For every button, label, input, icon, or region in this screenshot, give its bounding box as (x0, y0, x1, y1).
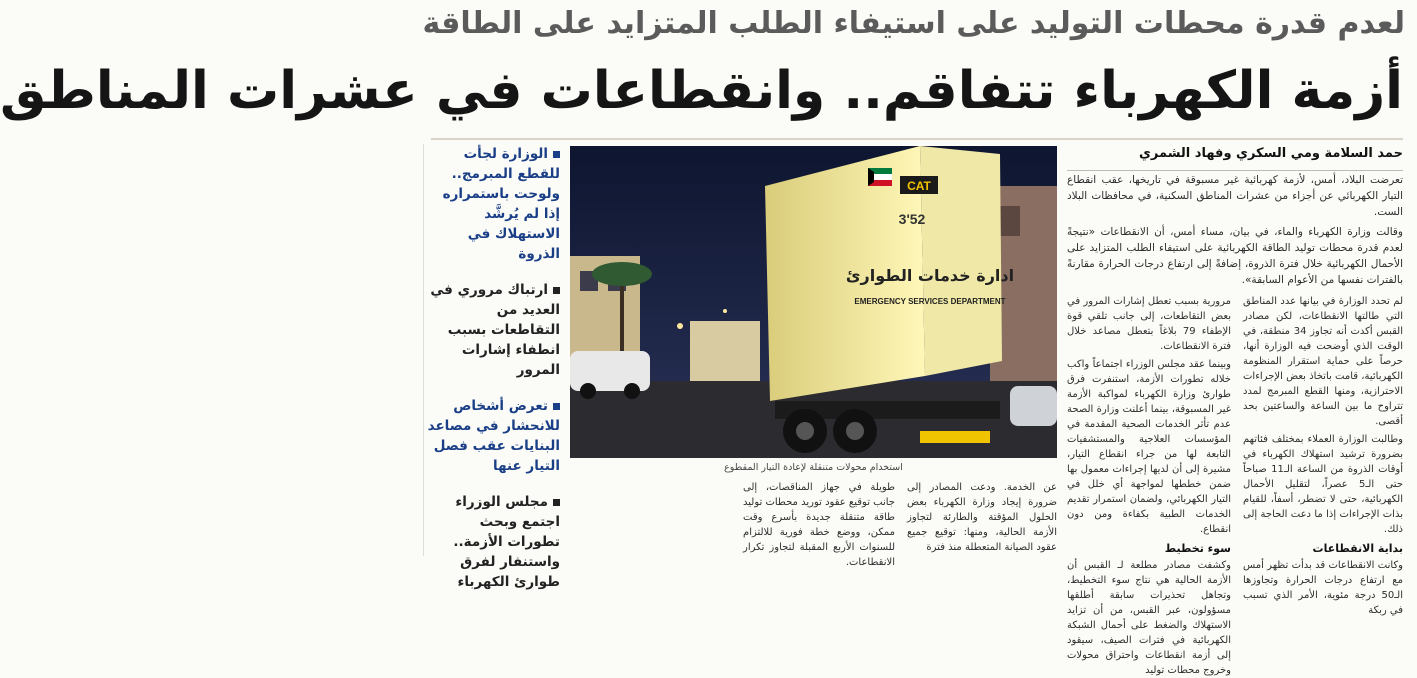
highlight-item (424, 396, 560, 476)
article-column-2 (1067, 294, 1231, 676)
article-paragraph: وكشفت مصادر مطلعة لـ القبس أن الأزمة الحالية هي نتاج سوء التخطيط، وتجاهل تحذيرات سابقة أطلقها مسؤولون، عبر القبس، من أن تزايد الاستهلاك والضغط على أحمال الشبكة الكهربائية في فترات الصيف، سيقود إلى أزمة انقطاعات واحتراق محولات وخروج محطات توليد (1067, 560, 1231, 676)
lead-text (1067, 172, 1403, 292)
headline-rule (431, 138, 1403, 140)
article-paragraph: وطالبت الوزارة العملاء بمختلف فئاتهم بضرورة ترشيد استهلاك الكهرباء في أوقات الذروة من الساعة الـ11 صباحاً حتى الـ5 عصراً، لتقليل الأحمال الكهربائية، حتى لا تضطر، أسفاً، للقيام بذات الإجراءات إذا ما دعت الحاجة إلى ذلك. (1243, 434, 1403, 535)
highlight-text: مجلس الوزراء اجتمع وبحث تطورات الأزمة.. واستنفار لفرق طوارئ الكهرباء (453, 494, 560, 590)
article-column-4 (743, 480, 895, 568)
article-paragraph: طويلة في جهاز المناقصات، إلى جانب توقيع عقود توريد محطات توليد طاقة متنقلة جديدة بأسرع وقت ممكن، ووضع خطة فورية للالتزام للسنوات الأربع المقبلة لتجاوز تكرار الانقطاعات. (743, 482, 895, 568)
article-paragraph: لم تحدد الوزارة في بيانها عدد المناطق التي طالتها الانقطاعات، لكن مصادر القبس أكدت أنه تجاوز 34 منطقة، في الوقت الذي أوضحت فيه الوزارة أنها، حرصاً على حماية استقرار المنظومة الكهربائية، قامت باتخاذ بعض الإجراءات الاحترازية، ومنها القطع المبرمج لمدد تتراوح ما بين الساعة والساعتين بحد أقصى. (1243, 296, 1404, 427)
highlight-item (424, 280, 560, 380)
article-paragraph: عن الخدمة. ودعت المصادر إلى ضرورة إيجاد وزارة الكهرباء بعض الحلول المؤقتة والطارئة لتجاوز الأزمة الحالية، ومنها: توقيع جميع عقود الصيانة المتعطلة منذ فترة (907, 482, 1057, 553)
square-bullet-icon (553, 287, 560, 294)
subheading-start: بداية الانقطاعات (1312, 542, 1403, 555)
byline: حمد السلامة ومي السكري وفهاد الشمري (1067, 146, 1403, 171)
article-paragraph: مرورية بسبب تعطل إشارات المرور في بعض التقاطعات، إلى جانب تلقي قوة الإطفاء 79 بلاغاً بتعطل مصاعد خلال فترة الانقطاعات. (1067, 296, 1231, 352)
unit-number: 3'52 (898, 211, 926, 227)
kicker-headline: لعدم قدرة محطات التوليد على استيفاء الطلب المتزايد على الطاقة (422, 6, 1405, 41)
container-label-en: EMERGENCY SERVICES DEPARTMENT (854, 297, 1006, 306)
photo-caption: استخدام محولات متنقلة لإعادة التيار المقطوع (724, 462, 903, 473)
square-bullet-icon (553, 499, 560, 506)
article-column-1 (1243, 294, 1404, 616)
highlight-item (424, 492, 560, 592)
brand-logo: CAT (907, 179, 931, 193)
subheading-planning: سوء تخطيط (1164, 542, 1231, 555)
highlight-text: الوزارة لجأت للقطع المبرمج.. ولوحت باستمراره إذا لم يُرشَّد الاستهلاك في الذروة (442, 146, 560, 262)
lead-paragraph: تعرضت البلاد، أمس، لأزمة كهربائية غير مسبوقة في تاريخها، عقب انقطاع التيار الكهربائي عن أجزاء من عشرات المناطق السكنية، في محافظات البلاد الست. (1067, 174, 1403, 218)
lead-paragraph: وقالت وزارة الكهرباء والماء، في بيان، مساء أمس، أن الانقطاعات «نتيجةً لعدم قدرة محطات توليد الطاقة الكهربائية على استيفاء الطلب المتزايد على الأحمال الكهربائية خلال فترة الذروة، إضافةً إلى ارتفاع درجات الحرارة مقارنةً بالفترات نفسها من الأعوام السابقة». (1067, 226, 1403, 286)
article-column-3 (907, 480, 1057, 558)
highlights-sidebar (423, 144, 560, 590)
square-bullet-icon (553, 403, 560, 410)
photo-illustration (570, 146, 1057, 458)
square-bullet-icon (553, 151, 560, 158)
article-photo (570, 146, 1057, 458)
highlight-text: ارتباك مروري في العديد من التقاطعات بسبب انطفاء إشارات المرور (430, 282, 560, 378)
highlight-item (424, 144, 560, 264)
main-headline: أزمة الكهرباء تتفاقم.. وانقطاعات في عشرات المناطق (0, 61, 1403, 121)
article-paragraph: وكانت الانقطاعات قد بدأت تظهر أمس مع ارتفاع درجات الحرارة وتجاوزها الـ50 درجة مئوية، الأمر الذي تسبب في ربكة (1243, 560, 1403, 616)
container-label-ar: ادارة خدمات الطوارئ (845, 266, 1015, 285)
article-paragraph: وبينما عقد مجلس الوزراء اجتماعاً واكب خلاله تطورات الأزمة، استنفرت فرق طوارئ وزارة الكهرباء لمواكبة الأزمة غير المسبوقة، بينما أعلنت وزارة الصحة عدم تأثر الخدمات الصحية المقدمة في المؤسسات العلاجية والمستشفيات التابعة لها من جراء انقطاع التيار، مشيرة إلى أن لديها إجراءات معمول بها ضمن خططها لمواجهة أي خلل في التيار الكهربائي، ولضمان استمرار تقديم الخدمات الطبية بكفاءة ومن دون انقطاع. (1067, 359, 1231, 535)
highlight-text: تعرض أشخاص للانحشار في مصاعد البنايات عقب فصل التيار عنها (427, 398, 560, 474)
